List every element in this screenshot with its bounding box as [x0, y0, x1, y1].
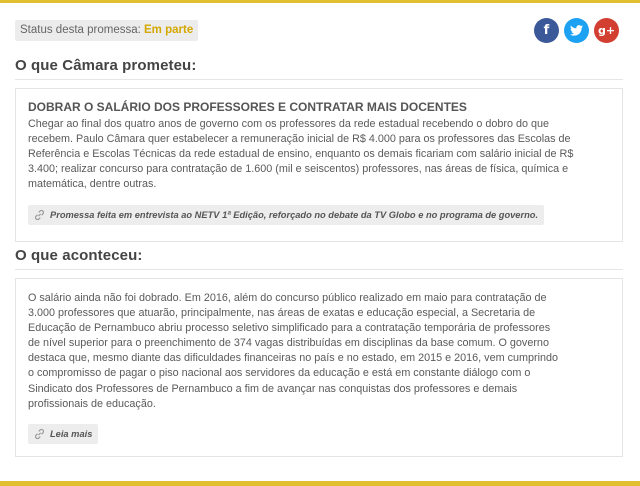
text-line: profissionais de educação.	[28, 397, 156, 410]
text-line: Chegar ao final dos quatro anos de governo com os professores da rede estadual recebendo o dobro do que	[28, 118, 550, 130]
promise-card	[15, 88, 623, 242]
outcome-card	[15, 278, 623, 457]
text-line: 3.000 professores que atuarão, principalmente, nas áreas de exatas e educação especial, a Secretaria de	[28, 307, 536, 320]
promise-source-text: Promessa feita em entrevista ao NETV 1ª Edição, reforçado no debate da TV Globo e no programa de governo.	[50, 210, 539, 220]
text-line: Educação de Pernambuco abriu processo seletivo simplificado para a contratação temporária de professores	[28, 322, 551, 335]
text-line: matemática, dentre outras.	[28, 178, 157, 191]
text-line: 3.400; realizar concurso para contratação de 1.600 (mil e seiscentos) professores, nas áreas de física, química e	[28, 163, 569, 176]
text-line: destaca que, mesmo diante das dificuldades financeiras no país e no estado, em 2015 e 2016, vem cumprindo	[28, 352, 558, 365]
promise-source	[28, 205, 544, 225]
text-line: o compromisso de pagar o piso nacional aos servidores da educação e está em constante diálogo com o	[28, 367, 531, 380]
promise-text	[28, 117, 614, 192]
section-title-promised: O que Câmara prometeu:	[15, 57, 197, 74]
googleplus-icon: g+	[597, 24, 616, 37]
text-line: O salário ainda não foi dobrado. Em 2016, além do concurso público realizado em maio para contratação de	[28, 292, 547, 304]
twitter-icon	[570, 25, 583, 39]
read-more-label: Leia mais	[50, 429, 93, 439]
bottom-accent-rule	[0, 481, 640, 486]
text-line: recebem. Paulo Câmara quer estabelecer a remuneração inicial de R$ 4.000 para os professores das Escolas de	[28, 133, 571, 146]
promise-heading: DOBRAR O SALÁRIO DOS PROFESSORES E CONTRATAR MAIS DOCENTES	[28, 100, 467, 114]
read-more-button[interactable]	[28, 424, 98, 444]
facebook-icon: f	[543, 23, 550, 38]
text-line: de nível superior para o preenchimento de 374 vagas distribuídas em disciplinas da base comum. O governo	[28, 337, 549, 350]
section-divider	[15, 269, 623, 270]
text-line: Sindicato dos Professores de Pernambuco a fim de avançar nas conquistas dos professores e demais	[28, 382, 518, 395]
section-divider	[15, 79, 623, 80]
top-accent-rule	[0, 0, 640, 3]
status-value: Em parte	[144, 24, 194, 36]
outcome-text	[28, 291, 614, 412]
facebook-share-button[interactable]	[534, 18, 559, 43]
link-icon	[33, 428, 46, 440]
link-icon	[33, 209, 46, 221]
googleplus-share-button[interactable]	[594, 18, 619, 43]
status-label: Status desta promessa:	[20, 24, 141, 36]
text-line: Referência e Escolas Técnicas da rede estadual de ensino, enquanto os demais ficariam com salário inicial de R$	[28, 148, 574, 161]
status-badge	[15, 20, 198, 41]
twitter-share-button[interactable]	[564, 18, 589, 43]
section-title-happened: O que aconteceu:	[15, 247, 143, 264]
